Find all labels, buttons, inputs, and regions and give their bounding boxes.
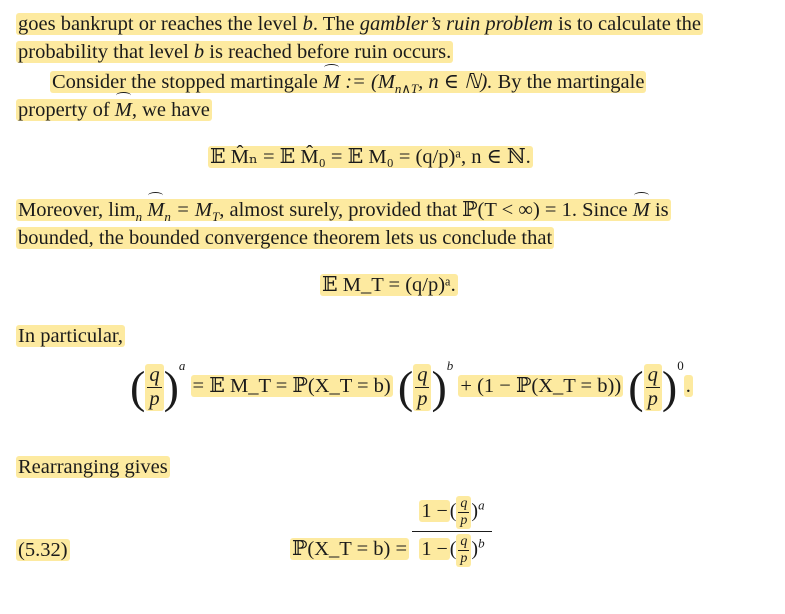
text-line-4 <box>16 96 212 124</box>
equation-text: ℙ(X_T = b) = <box>292 538 408 560</box>
text: probability that level <box>18 41 194 63</box>
text: In particular, <box>18 325 124 347</box>
numerator: q <box>460 496 468 511</box>
equation-text: 1 − <box>421 500 448 523</box>
numerator: q <box>417 363 428 386</box>
denominator: p <box>149 387 160 410</box>
equation-text: . <box>685 375 691 397</box>
text: is to calculate the <box>553 13 701 35</box>
term-gamblers-ruin: gambler’s ruin problem <box>359 13 553 35</box>
text: property of <box>18 99 115 121</box>
paren: ) <box>471 500 479 523</box>
equation-1 <box>208 144 533 169</box>
text: Consider the stopped martingale <box>52 71 323 93</box>
fraction-q-over-p <box>413 364 431 411</box>
text: bounded, the bounded convergence theorem lets us conclude that <box>18 227 553 249</box>
text-line-6 <box>16 224 554 252</box>
numerator: q <box>647 363 658 386</box>
denominator: p <box>460 551 468 566</box>
highlight-span <box>16 199 671 225</box>
fraction-q-over-p <box>456 534 471 567</box>
text-line-2 <box>16 38 453 66</box>
m-hat-symbol: M <box>633 196 650 224</box>
subscript: n <box>164 209 171 225</box>
numerator: q <box>460 534 468 549</box>
text: is <box>649 199 669 221</box>
highlight-span <box>16 13 703 35</box>
denominator: p <box>460 513 468 528</box>
text: , we have <box>131 99 210 121</box>
text: Rearranging gives <box>18 456 168 478</box>
m-hat-symbol: M <box>115 96 132 124</box>
exponent: b <box>478 535 485 551</box>
fraction-q-over-p <box>456 496 471 529</box>
paren: ) <box>661 361 678 413</box>
paren: ( <box>449 538 457 561</box>
equation-2 <box>320 272 458 297</box>
highlight-span <box>50 71 646 97</box>
text: . The <box>312 13 360 35</box>
fraction-bar <box>412 531 492 532</box>
label-text: (5.32) <box>18 539 68 561</box>
text: , almost surely, provided that ℙ(T < ∞) = 1. Since <box>219 199 633 221</box>
text-line-8 <box>16 453 170 481</box>
text: b <box>302 13 313 35</box>
equation-text: 1 − <box>421 538 448 561</box>
m-hat-symbol: M <box>323 68 340 96</box>
paren: ) <box>431 361 447 413</box>
text: = M <box>170 199 212 221</box>
fraction-denominator <box>412 534 492 567</box>
paren: ) <box>163 361 179 413</box>
paren: ( <box>449 500 457 523</box>
text: By the martingale <box>492 71 645 93</box>
subscript: n <box>135 209 143 225</box>
fraction-q-over-p <box>145 364 163 411</box>
equation-4-lhs <box>290 536 409 561</box>
equation-label <box>16 536 70 564</box>
fraction-q-over-p <box>644 364 662 411</box>
denominator: p <box>417 387 428 410</box>
exponent: a <box>178 358 186 373</box>
equation-4-fraction <box>412 496 492 567</box>
paren: ( <box>130 361 146 413</box>
text: goes bankrupt or reaches the level <box>18 13 303 35</box>
text: , n ∈ ℕ). <box>418 71 493 93</box>
equation-text: = 𝔼 M_T = ℙ(X_T = b) <box>192 375 391 397</box>
paren: ) <box>471 538 479 561</box>
numerator: q <box>149 363 160 386</box>
exponent: b <box>446 358 454 373</box>
equation-text: 𝔼 M_T = (q/p)ᵃ. <box>322 274 456 296</box>
fraction-numerator <box>412 496 492 529</box>
m-hat-symbol: M <box>147 196 164 224</box>
subscript: n∧T <box>394 81 419 97</box>
text-line-1 <box>16 10 703 38</box>
equation-3 <box>130 358 693 411</box>
exponent: a <box>478 497 485 513</box>
highlight-span <box>16 99 212 121</box>
text: := (M <box>340 71 395 93</box>
equation-text: + (1 − ℙ(X_T = b)) <box>460 375 622 397</box>
paren: ( <box>628 361 644 413</box>
text-line-7 <box>16 322 125 350</box>
exponent: 0 <box>677 358 684 373</box>
text: is reached before ruin occurs. <box>204 41 452 63</box>
equation-text: 𝔼 M̂ₙ = 𝔼 M̂₀ = 𝔼 M₀ = (q/p)ᵃ, n ∈ ℕ. <box>210 146 531 168</box>
paren: ( <box>397 361 414 413</box>
denominator: p <box>647 387 658 410</box>
highlight-span <box>16 41 453 63</box>
text: b <box>193 41 205 63</box>
subscript: T <box>211 209 220 225</box>
text: Moreover, lim <box>18 199 136 221</box>
